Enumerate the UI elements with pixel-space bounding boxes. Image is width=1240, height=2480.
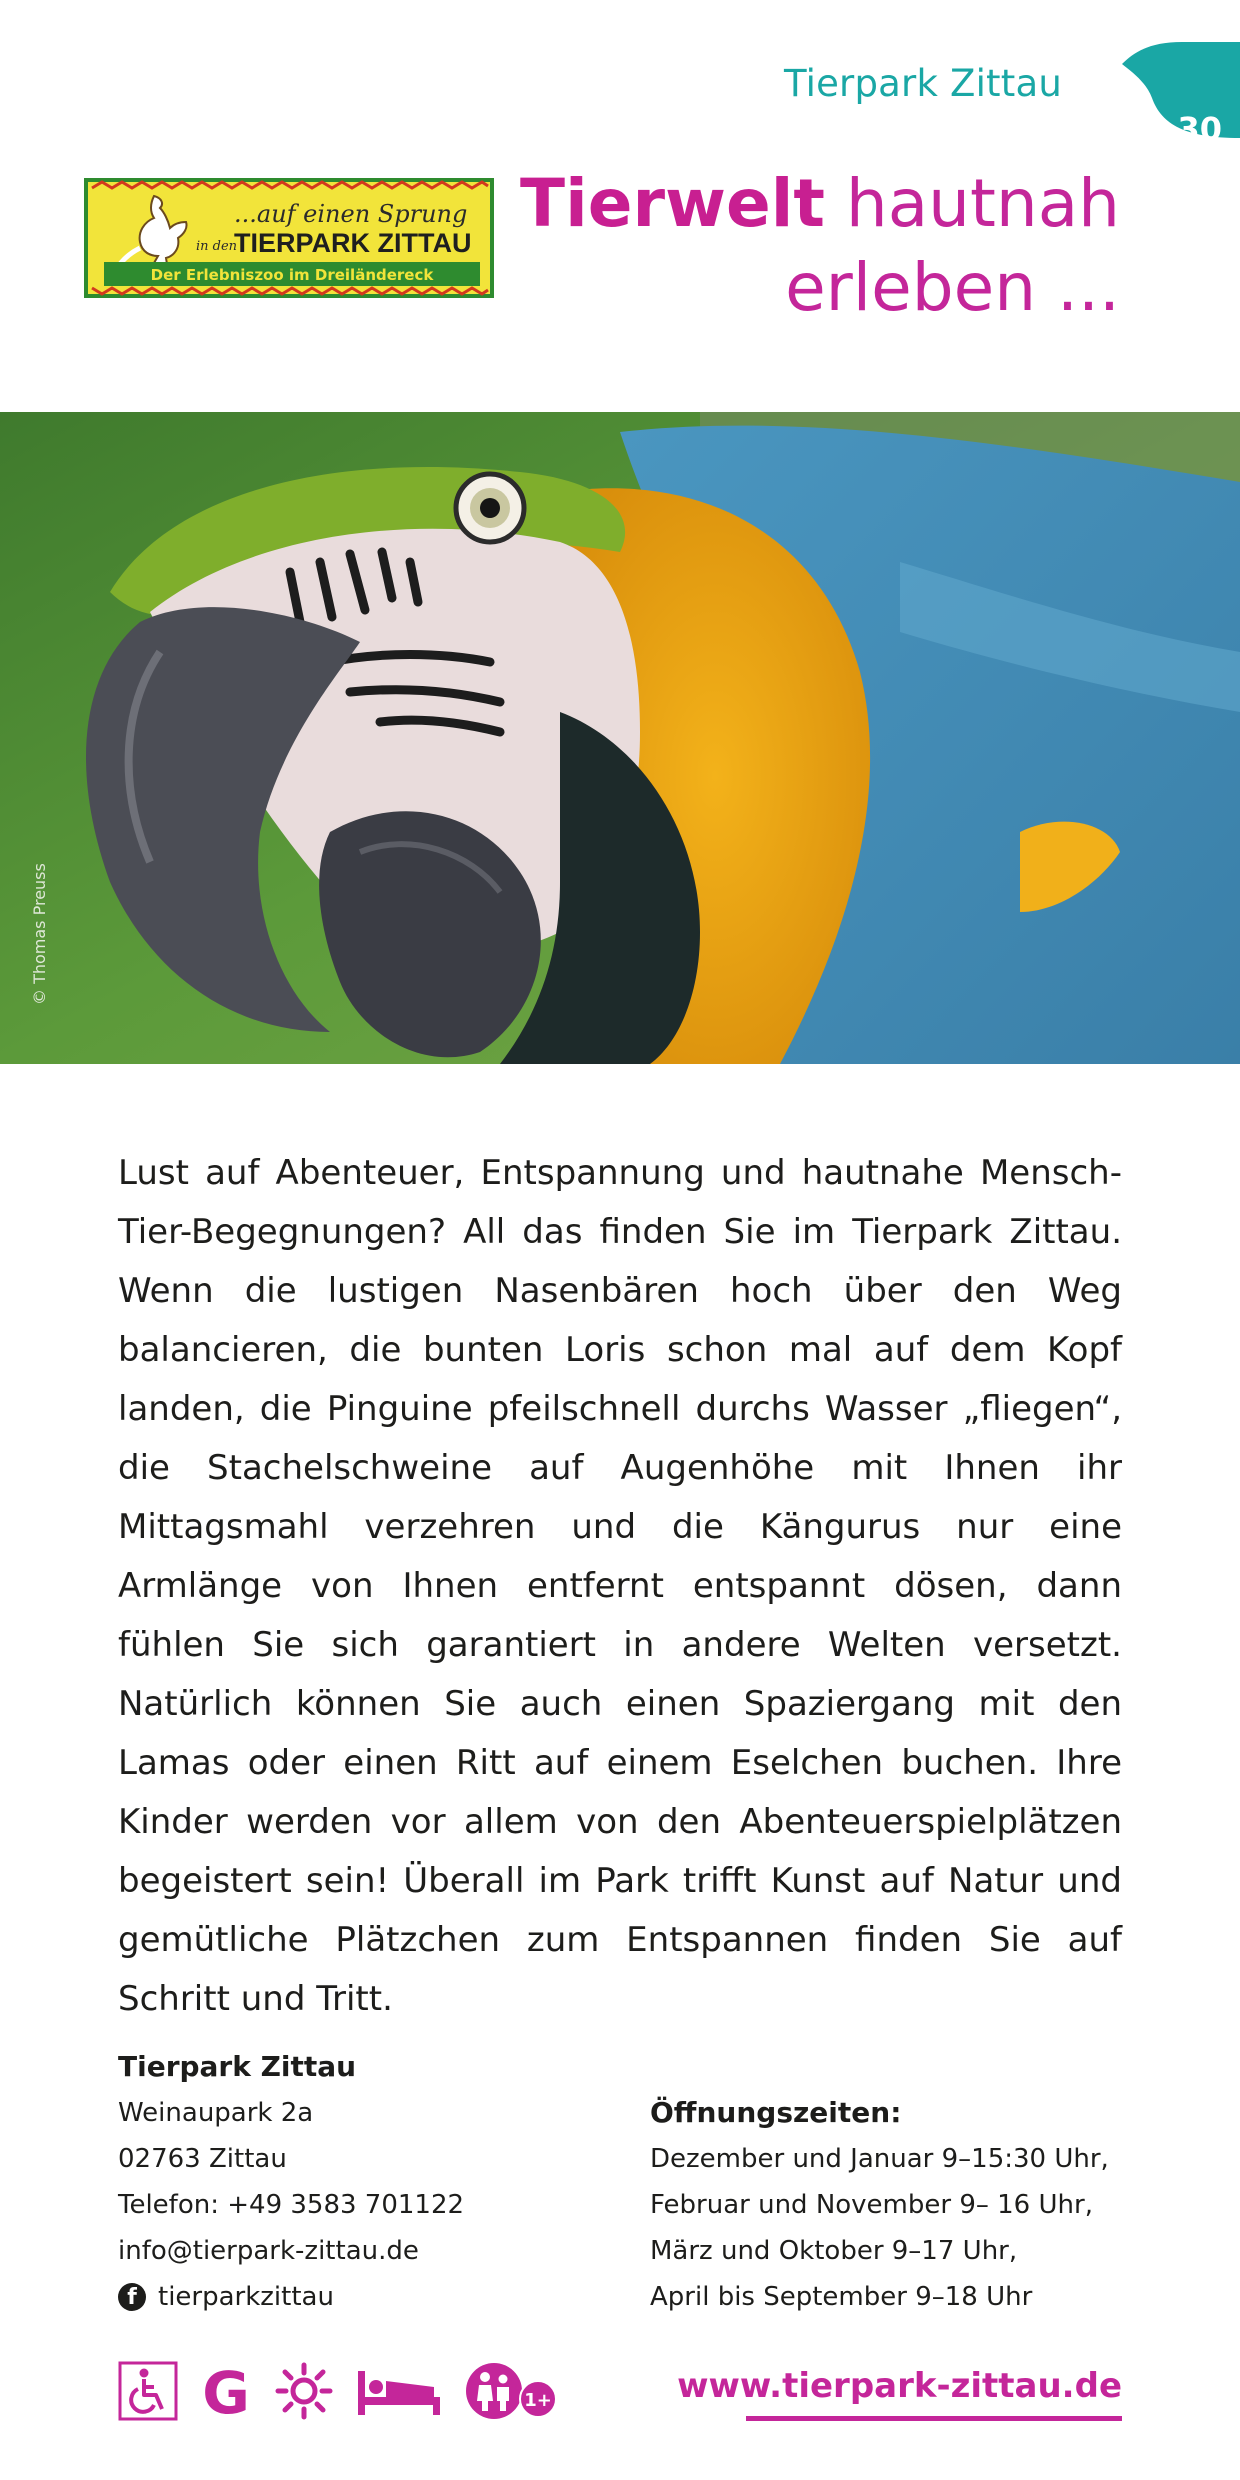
logo-in-den: in den <box>196 239 238 254</box>
page-number: 30 <box>1177 110 1222 148</box>
body-text: Lust auf Abenteuer, Entspannung und hautnahe Mensch-Tier-Begegnungen? All das finden Sie im Tierpark Zittau. Wenn die lustigen Nasenbären hoch über den Weg balancieren, die bunten Loris schon mal auf dem Kopf landen, die Pinguine pfeilschnell durchs Wasser „fliegen“, die Stachelschweine auf Augenhöhe mit Ihnen ihr Mittagsmahl verzehren und die Kängurus nur eine Armlänge von Ihnen entfernt entspannt dösen, dann fühlen Sie sich garantiert in andere Welten versetzt. Natürlich können Sie auch einen Spaziergang mit den Lamas oder einen Ritt auf einem Eselchen buchen. Ihre Kinder werden vor allem von den Abenteuerspielplätzen begeistert sein! Überall im Park trifft Kunst auf Natur und gemütliche Plätzchen zum Entspannen finden Sie auf Schritt und Tritt. <box>118 1153 1122 2019</box>
address-phone[interactable]: Telefon: +49 3583 701122 <box>118 2190 465 2220</box>
headline <box>480 162 1120 330</box>
headline-line2: erleben ... <box>785 249 1120 326</box>
address-email[interactable]: info@tierpark-zittau.de <box>118 2236 419 2266</box>
sun-icon <box>274 2361 334 2421</box>
bed-icon <box>356 2361 442 2421</box>
hours-line: Februar und November 9– 16 Uhr, <box>650 2190 1093 2220</box>
age-badge: 1+ <box>524 2390 552 2411</box>
hours-line: April bis September 9–18 Uhr <box>650 2282 1033 2312</box>
group-letter: G <box>202 2361 250 2421</box>
website-link[interactable]: www.tierpark-zittau.de <box>677 2366 1122 2406</box>
hours-line: Dezember und Januar 9–15:30 Uhr, <box>650 2144 1109 2174</box>
children-icon <box>464 2361 558 2421</box>
section-title: Tierpark Zittau <box>783 62 1062 105</box>
page-number-tab <box>1122 42 1240 148</box>
address-block <box>118 2044 464 2320</box>
address-street: Weinaupark 2a <box>118 2098 314 2128</box>
hours-line: März und Oktober 9–17 Uhr, <box>650 2236 1018 2266</box>
logo-subline: Der Erlebniszoo im Dreiländereck <box>150 266 434 284</box>
facebook-handle: tierparkzittau <box>158 2282 334 2312</box>
tierpark-logo <box>84 178 494 298</box>
wheelchair-icon <box>118 2361 178 2421</box>
address-city: 02763 Zittau <box>118 2144 287 2174</box>
facebook-link[interactable] <box>118 2274 464 2320</box>
website-underline <box>746 2416 1122 2421</box>
feature-icons <box>118 2360 558 2422</box>
group-icon <box>200 2361 252 2421</box>
headline-strong: Tierwelt <box>520 165 825 242</box>
parrot-illustration <box>0 412 1240 1064</box>
opening-hours <box>650 2090 1109 2320</box>
logo-name: TIERPARK ZITTAU <box>234 228 472 258</box>
opening-hours-title: Öffnungszeiten: <box>650 2096 902 2129</box>
facebook-icon: f <box>118 2283 146 2311</box>
logo-tagline: ...auf einen Sprung <box>234 200 468 228</box>
headline-rest: hautnah <box>824 165 1120 242</box>
address-name: Tierpark Zittau <box>118 2050 357 2083</box>
photo-credit: © Thomas Preuss <box>30 863 49 1005</box>
hero-image <box>0 412 1240 1064</box>
